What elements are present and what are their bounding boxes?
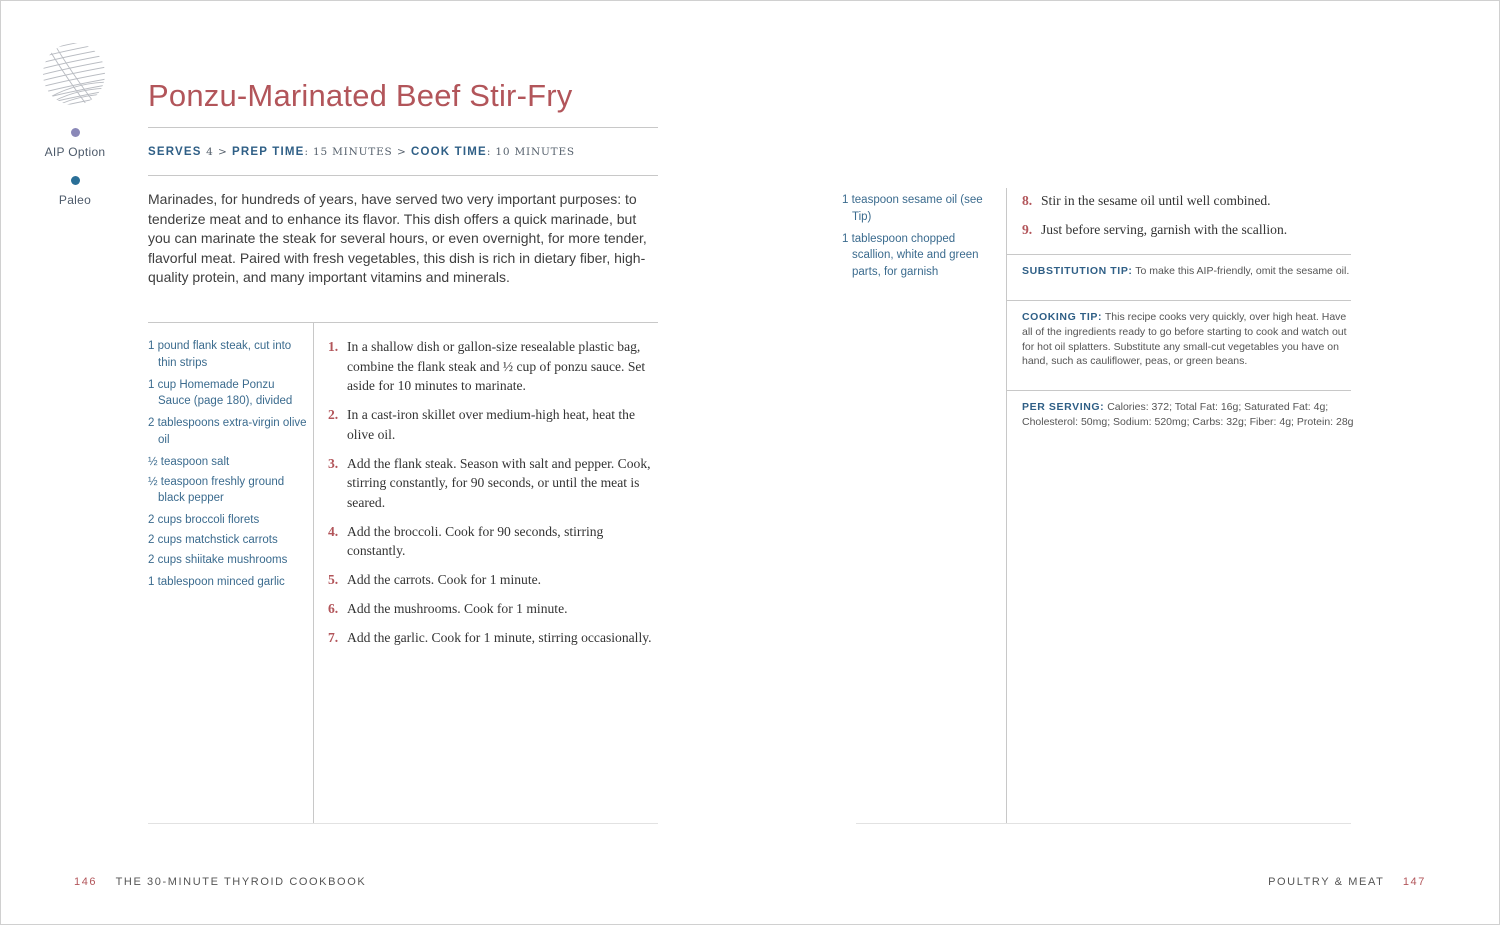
steps-list-right bbox=[1022, 191, 1352, 249]
step-text: Add the broccoli. Cook for 90 seconds, stirring constantly. bbox=[347, 523, 604, 558]
per-serving-label: PER SERVING: bbox=[1022, 401, 1105, 413]
section-title: POULTRY & MEAT bbox=[1268, 876, 1385, 888]
recipe-intro: Marinades, for hundreds of years, have served two very important purposes: to tenderize meat and to enhance its flavor. This dish offers a quick marinade, but you can marinate the steak for several hours, or even overnight, for more tender, flavorful meat. Paired with fresh vegetables, this dish is rich in dietary fiber, high-quality protein, and many important vitamins and minerals. bbox=[148, 191, 647, 285]
cooking-tip bbox=[1022, 310, 1354, 369]
substitution-tip bbox=[1022, 264, 1354, 279]
step-number: 8. bbox=[1022, 193, 1033, 208]
ingredient-item: ½ teaspoon salt bbox=[148, 455, 230, 468]
recipe-meta: SERVES 4 > PREP TIME: 15 MINUTES > COOK TIME: 10 MINUTES bbox=[148, 146, 575, 158]
ingredient-item: 1 teaspoon sesame oil (see Tip) bbox=[842, 194, 983, 223]
aip-dot-icon bbox=[71, 128, 80, 137]
step-text: In a cast-iron skillet over medium-high heat, heat the olive oil. bbox=[347, 407, 636, 442]
tips-divider-3 bbox=[1007, 390, 1351, 391]
step-item bbox=[1022, 191, 1352, 211]
ingredients-list-left bbox=[148, 338, 308, 595]
step-text: In a shallow dish or gallon-size resealable plastic bag, combine the flank steak and ½ cup of ponzu sauce. Set aside for 10 minutes to marinate. bbox=[347, 339, 646, 393]
meta-separator: > bbox=[396, 146, 407, 158]
step-number: 9. bbox=[1022, 222, 1033, 237]
cook-time-label: COOK TIME bbox=[410, 146, 487, 158]
step-text: Add the flank steak. Season with salt and pepper. Cook, stirring constantly, for 90 seconds, or until the meat is seared. bbox=[347, 455, 651, 510]
footer-right bbox=[1268, 876, 1426, 888]
step-number: 5. bbox=[328, 572, 339, 587]
cook-time-value: 10 MINUTES bbox=[495, 146, 575, 158]
ingredient-item: 1 tablespoon chopped scallion, white and green parts, for garnish bbox=[842, 232, 979, 279]
ingredient-item: 1 pound flank steak, cut into thin strips bbox=[148, 340, 292, 369]
paleo-badge bbox=[30, 176, 120, 207]
serves-value: 4 bbox=[206, 146, 214, 158]
substitution-tip-text: To make this AIP-friendly, omit the sesame oil. bbox=[1135, 265, 1350, 277]
prep-time-value: 15 MINUTES bbox=[313, 146, 393, 158]
left-bottom-rule bbox=[148, 823, 658, 824]
step-number: 3. bbox=[328, 455, 339, 471]
step-number: 6. bbox=[328, 601, 339, 616]
ingredients-list-right bbox=[842, 192, 997, 286]
step-text: Add the mushrooms. Cook for 1 minute. bbox=[347, 601, 568, 616]
meta-divider bbox=[148, 175, 658, 176]
step-text: Add the garlic. Cook for 1 minute, stirring occasionally. bbox=[347, 630, 652, 645]
left-page-number: 146 bbox=[74, 876, 98, 888]
step-item bbox=[1022, 220, 1352, 240]
left-column-divider bbox=[313, 322, 314, 824]
paleo-dot-icon bbox=[71, 176, 80, 185]
cooking-tip-text: This recipe cooks very quickly, over high heat. Have all of the ingredients ready to go before starting to cook and watch out for hot oil splatters. Substitute any small-cut vegetables you have on hand, such as cauliflower, peas, or green beans. bbox=[1022, 311, 1347, 368]
ingredient-item: 1 tablespoon minced garlic bbox=[148, 575, 285, 588]
steps-list-left bbox=[328, 337, 662, 657]
intro-divider bbox=[148, 322, 658, 323]
step-item bbox=[328, 454, 662, 513]
ingredient-item: 2 cups shiitake mushrooms bbox=[148, 553, 288, 566]
step-number: 2. bbox=[328, 407, 339, 422]
cooking-tip-label: COOKING TIP: bbox=[1022, 311, 1103, 323]
step-text: Stir in the sesame oil until well combined. bbox=[1041, 193, 1271, 208]
step-item bbox=[328, 570, 662, 590]
aip-option-badge bbox=[30, 128, 120, 159]
step-number: 4. bbox=[328, 523, 339, 539]
step-item bbox=[328, 522, 662, 561]
serves-label: SERVES bbox=[148, 146, 202, 158]
step-item bbox=[328, 599, 662, 619]
right-page-number: 147 bbox=[1402, 876, 1426, 888]
recipe-title: Ponzu-Marinated Beef Stir-Fry bbox=[148, 78, 573, 113]
cookbook-logo-icon bbox=[42, 42, 106, 106]
prep-time-label: PREP TIME bbox=[231, 146, 305, 158]
tips-divider-2 bbox=[1007, 300, 1351, 301]
per-serving-nutrition bbox=[1022, 400, 1354, 430]
substitution-tip-label: SUBSTITUTION TIP: bbox=[1022, 265, 1133, 277]
footer-left bbox=[74, 876, 366, 888]
right-column-divider bbox=[1006, 188, 1007, 824]
step-item bbox=[328, 405, 662, 444]
aip-option-label: AIP Option bbox=[44, 145, 106, 159]
book-title: THE 30-MINUTE THYROID COOKBOOK bbox=[115, 876, 367, 888]
ingredient-item: ½ teaspoon freshly ground black pepper bbox=[148, 475, 285, 505]
title-divider bbox=[148, 127, 658, 128]
tips-divider-1 bbox=[1007, 254, 1351, 255]
step-number: 7. bbox=[328, 630, 339, 645]
ingredient-item: 2 cups matchstick carrots bbox=[148, 533, 278, 546]
step-number: 1. bbox=[328, 339, 339, 354]
ingredient-item: 1 cup Homemade Ponzu Sauce (page 180), divided bbox=[148, 378, 293, 408]
ingredient-item: 2 cups broccoli florets bbox=[148, 514, 260, 527]
step-text: Add the carrots. Cook for 1 minute. bbox=[347, 572, 542, 587]
ingredient-item: 2 tablespoons extra-virgin olive oil bbox=[148, 417, 307, 446]
step-text: Just before serving, garnish with the scallion. bbox=[1041, 222, 1288, 237]
paleo-label: Paleo bbox=[58, 193, 92, 207]
step-item bbox=[328, 337, 662, 396]
step-item bbox=[328, 628, 662, 648]
per-serving-text: Calories: 372; Total Fat: 16g; Saturated Fat: 4g; Cholesterol: 50mg; Sodium: 520mg; Carbs: 32g; Fiber: 4g; Protein: 28g bbox=[1022, 401, 1354, 428]
right-bottom-rule bbox=[856, 823, 1351, 824]
meta-separator: > bbox=[217, 146, 228, 158]
